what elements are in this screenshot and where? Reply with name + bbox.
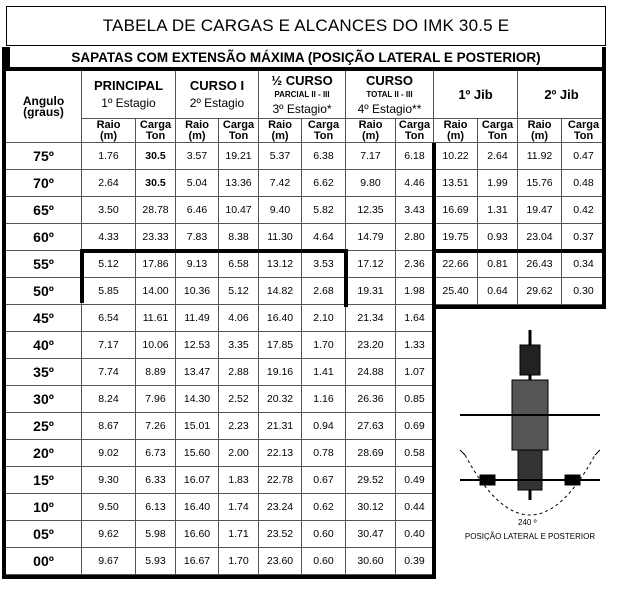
raio-value: 11.30: [259, 224, 302, 251]
carga-value: 8.89: [136, 359, 176, 386]
carga-unit: Ton: [573, 129, 594, 142]
raio-value: 6.54: [82, 305, 136, 332]
carga-unit: Ton: [487, 129, 508, 142]
carga-header: [396, 119, 434, 143]
carga-unit: Ton: [404, 129, 425, 142]
raio-value: 9.67: [82, 548, 136, 575]
raio-label: Raio: [358, 118, 383, 131]
raio-value: 9.80: [346, 170, 396, 197]
carga-value: 6.38: [302, 143, 346, 170]
raio-label: Raio: [185, 118, 209, 131]
group-sub: PARCIAL II - III: [274, 89, 330, 99]
raio-value: 28.69: [346, 440, 396, 467]
raio-value: 5.37: [259, 143, 302, 170]
raio-value: 16.40: [176, 494, 219, 521]
raio-value: 10.22: [434, 143, 478, 170]
raio-value: 7.17: [82, 332, 136, 359]
raio-value: 16.07: [176, 467, 219, 494]
raio-unit: (m): [530, 129, 549, 142]
carga-value: 6.33: [136, 467, 176, 494]
carga-value: 5.12: [219, 278, 259, 305]
carga-value: 7.96: [136, 386, 176, 413]
angle-cell: 30º: [6, 386, 82, 413]
carga-label: Carga: [398, 118, 431, 131]
table-title: TABELA DE CARGAS E ALCANCES DO IMK 30.5 E: [6, 6, 606, 46]
raio-value: 20.32: [259, 386, 302, 413]
raio-value: 24.88: [346, 359, 396, 386]
raio-value: 16.60: [176, 521, 219, 548]
group-title: ½ CURSO: [271, 72, 333, 88]
carga-value: 2.00: [219, 440, 259, 467]
carga-value: 4.06: [219, 305, 259, 332]
outline-mid-vertical: [432, 305, 436, 579]
raio-value: 16.67: [176, 548, 219, 575]
carga-value: 0.42: [562, 197, 606, 224]
carga-value: 2.88: [219, 359, 259, 386]
carga-label: Carga: [481, 118, 514, 131]
raio-value: 6.46: [176, 197, 219, 224]
raio-value: 23.20: [346, 332, 396, 359]
raio-value: 15.60: [176, 440, 219, 467]
carga-value: 1.64: [396, 305, 434, 332]
carga-label: Carga: [567, 118, 600, 131]
carga-value: 1.74: [219, 494, 259, 521]
angle-cell: 60º: [6, 224, 82, 251]
raio-header: [346, 119, 396, 143]
outline-left: [2, 47, 6, 579]
raio-value: 5.04: [176, 170, 219, 197]
group-title: CURSO: [366, 72, 413, 88]
carga-value: 19.21: [219, 143, 259, 170]
raio-value: 17.12: [346, 251, 396, 278]
raio-value: 30.60: [346, 548, 396, 575]
carga-value: 0.60: [302, 521, 346, 548]
raio-value: 5.85: [82, 278, 136, 305]
group-stage: 2º Estagio: [189, 96, 245, 110]
group-header-5: [434, 71, 518, 119]
carga-value: 0.30: [562, 278, 606, 305]
raio-value: 26.43: [518, 251, 562, 278]
carga-value: 10.06: [136, 332, 176, 359]
carga-value: 1.07: [396, 359, 434, 386]
carga-value: 4.64: [302, 224, 346, 251]
raio-value: 30.47: [346, 521, 396, 548]
carga-value: 1.41: [302, 359, 346, 386]
raio-value: 21.31: [259, 413, 302, 440]
carga-value: 0.93: [478, 224, 518, 251]
carga-value: 0.78: [302, 440, 346, 467]
carga-header: [478, 119, 518, 143]
angle-cell: 35º: [6, 359, 82, 386]
rotation-angle-label: 240 º: [518, 518, 537, 527]
raio-value: 7.74: [82, 359, 136, 386]
carga-value: 6.58: [219, 251, 259, 278]
angle-cell: 70º: [6, 170, 82, 197]
raio-value: 7.42: [259, 170, 302, 197]
angle-cell: 50º: [6, 278, 82, 305]
carga-header: [302, 119, 346, 143]
carga-value: 13.36: [219, 170, 259, 197]
carga-value: 1.16: [302, 386, 346, 413]
raio-value: 23.24: [259, 494, 302, 521]
carga-value: 0.49: [396, 467, 434, 494]
carga-value: 6.18: [396, 143, 434, 170]
raio-value: 14.30: [176, 386, 219, 413]
raio-unit: (m): [361, 129, 380, 142]
group-title: 2º Jib: [544, 87, 579, 102]
carga-value: 0.94: [302, 413, 346, 440]
diagram-caption: POSIÇÃO LATERAL E POSTERIOR: [464, 532, 596, 541]
outline-jib-row: [434, 249, 606, 253]
raio-value: 15.01: [176, 413, 219, 440]
carga-value: 5.82: [302, 197, 346, 224]
angle-cell: 45º: [6, 305, 82, 332]
carga-value: 11.61: [136, 305, 176, 332]
carga-value: 1.31: [478, 197, 518, 224]
raio-header: [259, 119, 302, 143]
carga-value: 23.33: [136, 224, 176, 251]
carga-value: 0.34: [562, 251, 606, 278]
raio-value: 14.82: [259, 278, 302, 305]
angle-label: Angulo: [22, 93, 65, 108]
angle-cell: 65º: [6, 197, 82, 224]
raio-value: 2.64: [82, 170, 136, 197]
carga-value: 0.69: [396, 413, 434, 440]
raio-value: 21.34: [346, 305, 396, 332]
raio-value: 30.12: [346, 494, 396, 521]
raio-value: 23.04: [518, 224, 562, 251]
group-title: PRINCIPAL: [93, 78, 164, 93]
group-header-3: [259, 71, 346, 119]
outline-stair-left: [80, 249, 84, 303]
raio-value: 14.79: [346, 224, 396, 251]
carga-unit: Ton: [313, 129, 334, 142]
raio-value: 17.85: [259, 332, 302, 359]
carga-value: 2.64: [478, 143, 518, 170]
group-stage: 3º Estagio*: [272, 101, 332, 116]
raio-value: 26.36: [346, 386, 396, 413]
carga-value: 0.85: [396, 386, 434, 413]
outline-bottom: [2, 575, 434, 579]
raio-unit: (m): [271, 129, 289, 142]
raio-value: 1.76: [82, 143, 136, 170]
raio-header: [434, 119, 478, 143]
group-header-4: [346, 71, 434, 119]
carga-value: 2.52: [219, 386, 259, 413]
angle-cell: 40º: [6, 332, 82, 359]
raio-value: 16.40: [259, 305, 302, 332]
raio-value: 3.57: [176, 143, 219, 170]
raio-label: Raio: [268, 118, 292, 131]
raio-value: 22.66: [434, 251, 478, 278]
carga-unit: Ton: [145, 129, 166, 142]
raio-unit: (m): [99, 129, 118, 142]
raio-value: 13.51: [434, 170, 478, 197]
carga-header: [562, 119, 606, 143]
carga-value: 1.70: [219, 548, 259, 575]
group-header-2: [176, 71, 259, 119]
outline-stair-top: [82, 249, 346, 253]
carga-value: 1.71: [219, 521, 259, 548]
carga-value: 6.62: [302, 170, 346, 197]
carga-value: 0.44: [396, 494, 434, 521]
carga-value: 6.13: [136, 494, 176, 521]
carga-value: 2.36: [396, 251, 434, 278]
group-sub: TOTAL II - III: [366, 89, 413, 99]
outline-jib-separator: [432, 143, 436, 305]
carga-value: 2.68: [302, 278, 346, 305]
carga-label: Carga: [222, 118, 255, 131]
carga-value: 1.70: [302, 332, 346, 359]
carga-value: 0.67: [302, 467, 346, 494]
raio-value: 9.40: [259, 197, 302, 224]
carga-value: 3.35: [219, 332, 259, 359]
raio-value: 19.16: [259, 359, 302, 386]
carga-header: [136, 119, 176, 143]
carga-header: [219, 119, 259, 143]
carga-value: 14.00: [136, 278, 176, 305]
raio-value: 29.62: [518, 278, 562, 305]
carga-value: 0.48: [562, 170, 606, 197]
raio-unit: (m): [446, 129, 465, 142]
raio-value: 23.52: [259, 521, 302, 548]
raio-value: 13.47: [176, 359, 219, 386]
carga-label: Carga: [139, 118, 172, 131]
crane-position-diagram: [440, 325, 620, 565]
raio-header: [176, 119, 219, 143]
raio-value: 25.40: [434, 278, 478, 305]
raio-value: 4.33: [82, 224, 136, 251]
carga-value: 1.33: [396, 332, 434, 359]
carga-label: Carga: [307, 118, 340, 131]
raio-value: 22.13: [259, 440, 302, 467]
carga-unit: Ton: [228, 129, 249, 142]
raio-value: 12.35: [346, 197, 396, 224]
raio-value: 11.49: [176, 305, 219, 332]
raio-value: 27.63: [346, 413, 396, 440]
group-stage: 1º Estagio: [101, 96, 156, 110]
carga-value: 0.81: [478, 251, 518, 278]
carga-value: 0.40: [396, 521, 434, 548]
raio-value: 15.76: [518, 170, 562, 197]
carga-value: 5.98: [136, 521, 176, 548]
raio-value: 19.47: [518, 197, 562, 224]
table-subtitle: SAPATAS COM EXTENSÃO MÁXIMA (POSIÇÃO LATERAL E POSTERIOR): [6, 47, 606, 71]
carga-value: 3.43: [396, 197, 434, 224]
carga-value: 2.80: [396, 224, 434, 251]
raio-label: Raio: [527, 118, 552, 131]
angle-cell: 05º: [6, 521, 82, 548]
carga-value: 0.60: [302, 548, 346, 575]
carga-value: 30.5: [136, 170, 176, 197]
outline-right: [602, 47, 606, 305]
angle-cell: 55º: [6, 251, 82, 278]
carga-value: 8.38: [219, 224, 259, 251]
angle-cell: 25º: [6, 413, 82, 440]
raio-value: 9.62: [82, 521, 136, 548]
angle-cell: 10º: [6, 494, 82, 521]
raio-label: Raio: [96, 118, 121, 131]
carga-value: 0.47: [562, 143, 606, 170]
angle-cell: 20º: [6, 440, 82, 467]
raio-value: 12.53: [176, 332, 219, 359]
raio-value: 9.50: [82, 494, 136, 521]
carga-value: 0.62: [302, 494, 346, 521]
raio-value: 5.12: [82, 251, 136, 278]
raio-value: 9.13: [176, 251, 219, 278]
carga-value: 2.23: [219, 413, 259, 440]
raio-value: 19.31: [346, 278, 396, 305]
group-stage: 4º Estagio**: [357, 101, 422, 116]
angle-cell: 15º: [6, 467, 82, 494]
raio-value: 9.02: [82, 440, 136, 467]
carga-value: 10.47: [219, 197, 259, 224]
raio-value: 8.24: [82, 386, 136, 413]
raio-unit: (m): [188, 129, 206, 142]
raio-value: 11.92: [518, 143, 562, 170]
group-title: CURSO I: [189, 78, 245, 93]
carga-value: 30.5: [136, 143, 176, 170]
carga-value: 6.73: [136, 440, 176, 467]
crane-top-view-icon: [460, 330, 600, 515]
carga-value: 5.93: [136, 548, 176, 575]
carga-value: 0.64: [478, 278, 518, 305]
raio-value: 19.75: [434, 224, 478, 251]
angle-unit: (graus): [23, 104, 64, 119]
raio-value: 3.50: [82, 197, 136, 224]
angle-cell: 75º: [6, 143, 82, 170]
raio-label: Raio: [443, 118, 468, 131]
angle-header: [6, 71, 82, 143]
raio-value: 29.52: [346, 467, 396, 494]
outline-stair-vertical: [344, 249, 348, 307]
carga-value: 1.99: [478, 170, 518, 197]
carga-value: 4.46: [396, 170, 434, 197]
raio-value: 7.17: [346, 143, 396, 170]
raio-value: 8.67: [82, 413, 136, 440]
carga-value: 0.37: [562, 224, 606, 251]
raio-header: [518, 119, 562, 143]
carga-value: 0.39: [396, 548, 434, 575]
raio-value: 9.30: [82, 467, 136, 494]
carga-value: 1.83: [219, 467, 259, 494]
raio-header: [82, 119, 136, 143]
raio-value: 13.12: [259, 251, 302, 278]
raio-value: 7.83: [176, 224, 219, 251]
carga-value: 7.26: [136, 413, 176, 440]
carga-value: 2.10: [302, 305, 346, 332]
carga-value: 0.58: [396, 440, 434, 467]
group-title: 1º Jib: [458, 87, 493, 102]
group-header-6: [518, 71, 606, 119]
group-header-1: [82, 71, 176, 119]
raio-value: 10.36: [176, 278, 219, 305]
outline-mid-horizontal: [432, 305, 606, 309]
carga-value: 3.53: [302, 251, 346, 278]
raio-value: 23.60: [259, 548, 302, 575]
angle-cell: 00º: [6, 548, 82, 575]
carga-value: 28.78: [136, 197, 176, 224]
carga-value: 1.98: [396, 278, 434, 305]
carga-value: 17.86: [136, 251, 176, 278]
raio-value: 16.69: [434, 197, 478, 224]
raio-value: 22.78: [259, 467, 302, 494]
